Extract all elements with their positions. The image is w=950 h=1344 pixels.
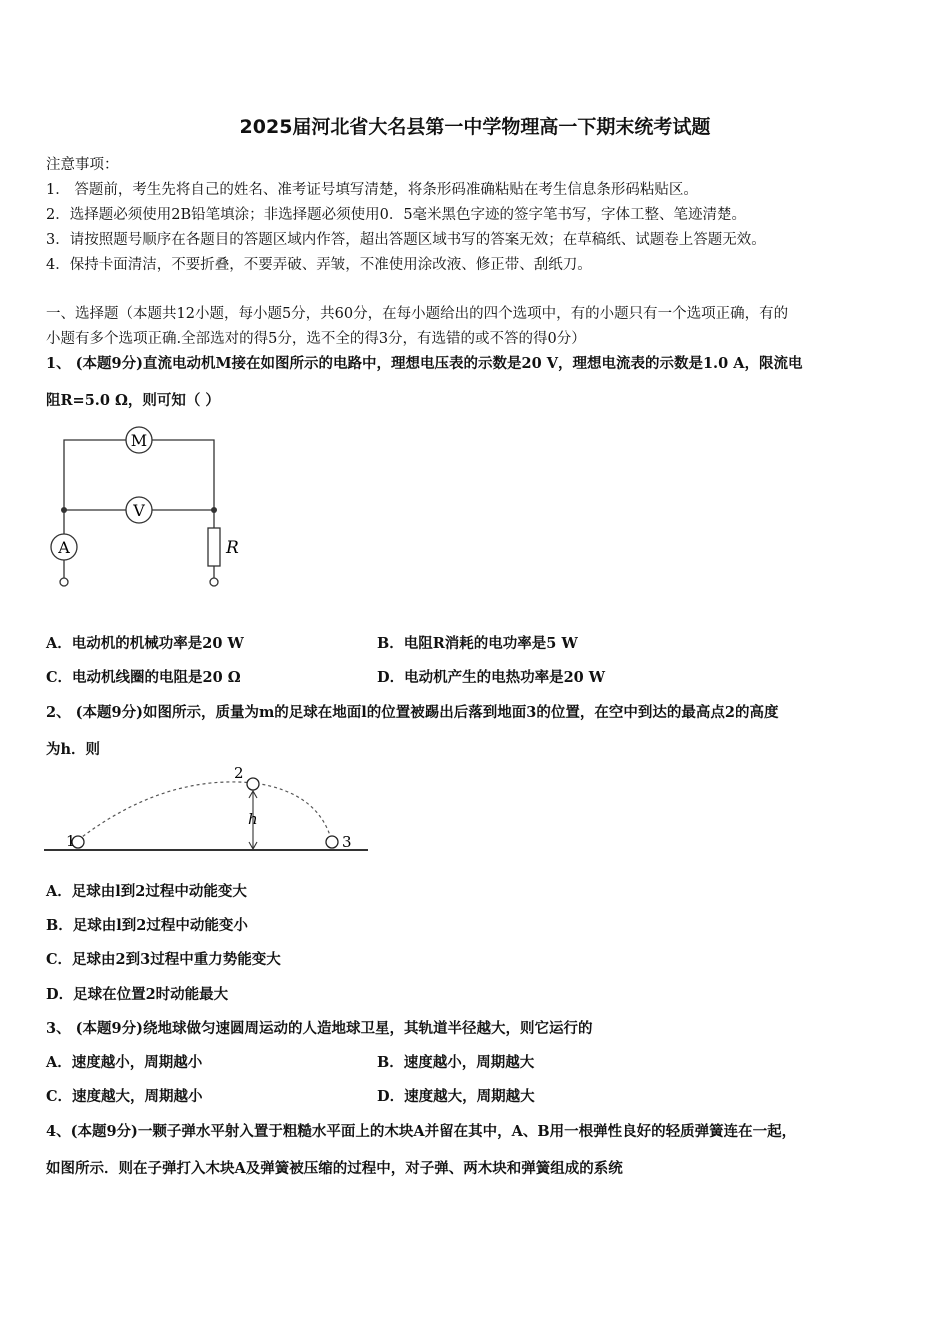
voltmeter-label: V: [133, 501, 145, 520]
q1-option-b: B．电阻R消耗的电功率是5 W: [377, 635, 578, 652]
q1-option-c: C．电动机线圈的电阻是20 Ω: [46, 669, 241, 686]
junction-left: [61, 507, 67, 513]
q3-option-d: D．速度越大，周期越大: [377, 1088, 535, 1105]
notice-item-3: 3．请按照题号顺序在各题目的答题区域内作答，超出答题区域书写的答案无效；在草稿纸、试题卷上答题无效。: [46, 232, 766, 248]
q2-option-d: D．足球在位置2时动能最大: [46, 986, 229, 1003]
q1-option-d: D．电动机产生的电热功率是20 W: [377, 669, 606, 686]
label-h: h: [248, 810, 258, 828]
ammeter-label: A: [58, 538, 70, 557]
motor-label: M: [130, 431, 148, 450]
ball-position-3: [326, 836, 338, 848]
q2-option-c: C．足球由2到3过程中重力势能变大: [46, 951, 281, 968]
q3-option-a: A．速度越小，周期越小: [46, 1054, 203, 1071]
q2-option-a: A．足球由l到2过程中动能变大: [46, 883, 247, 900]
q2-stem-line-2: 为h．则: [46, 741, 101, 758]
label-3: 3: [342, 833, 352, 851]
section-heading-line-1: 一、选择题（本题共12小题，每小题5分，共60分，在每小题给出的四个选项中，有的小题只有一个选项正确，有的: [46, 306, 789, 322]
q1-option-a: A．电动机的机械功率是20 W: [46, 635, 244, 652]
resistor-symbol: [208, 528, 220, 566]
q2-stem-line-1: 2、 (本题9分)如图所示，质量为m的足球在地面l的位置被踢出后落到地面3的位置，在空中到达的最高点2的高度: [46, 704, 779, 721]
resistor-label: R: [226, 538, 239, 558]
q3-option-c: C．速度越大，周期越小: [46, 1088, 203, 1105]
q4-stem-line-1: 4、(本题9分)一颗子弹水平射入置于粗糙水平面上的木块A并留在其中，A、B用一根弹性良好的轻质弹簧连在一起，: [46, 1123, 797, 1140]
q4-stem-line-2: 如图所示．则在子弹打入木块A及弹簧被压缩的过程中，对子弹、两木块和弹簧组成的系统: [46, 1160, 623, 1177]
notice-item-1: 1． 答题前，考生先将自己的姓名、准考证号填写清楚，将条形码准确粘贴在考生信息条形码粘贴区。: [46, 182, 698, 198]
q3-stem-line-1: 3、 (本题9分)绕地球做匀速圆周运动的人造地球卫星，其轨道半径越大，则它运行的: [46, 1020, 593, 1037]
terminal-right: [210, 578, 218, 586]
ball-position-2: [247, 778, 259, 790]
q1-stem-line-1: 1、 (本题9分)直流电动机M接在如图所示的电路中，理想电压表的示数是20 V，理想电流表的示数是1.0 A，限流电: [46, 355, 803, 372]
notice-item-2: 2．选择题必须使用2B铅笔填涂；非选择题必须使用0．5毫米黑色字迹的签字笔书写，字体工整、笔迹清楚。: [46, 207, 747, 223]
page-title: 2025届河北省大名县第一中学物理高一下期末统考试题: [239, 116, 711, 138]
trajectory-path: [78, 782, 332, 842]
terminal-left: [60, 578, 68, 586]
junction-right: [211, 507, 217, 513]
notice-heading: 注意事项：: [46, 157, 119, 173]
q1-circuit-diagram: [40, 420, 260, 600]
q1-stem-line-2: 阻R=5.0 Ω，则可知（ ）: [46, 392, 220, 409]
notice-item-4: 4．保持卡面清洁，不要折叠，不要弄破、弄皱，不准使用涂改液、修正带、刮纸刀。: [46, 257, 592, 273]
label-1: 1: [66, 832, 76, 850]
label-2: 2: [234, 764, 244, 782]
q2-option-b: B．足球由l到2过程中动能变小: [46, 917, 248, 934]
section-heading-line-2: 小题有多个选项正确.全部选对的得5分，选不全的得3分，有选错的或不答的得0分）: [46, 331, 586, 347]
circuit-top-wire: [64, 440, 214, 510]
q2-trajectory-diagram: [44, 762, 374, 857]
q3-option-b: B．速度越小，周期越大: [377, 1054, 535, 1071]
